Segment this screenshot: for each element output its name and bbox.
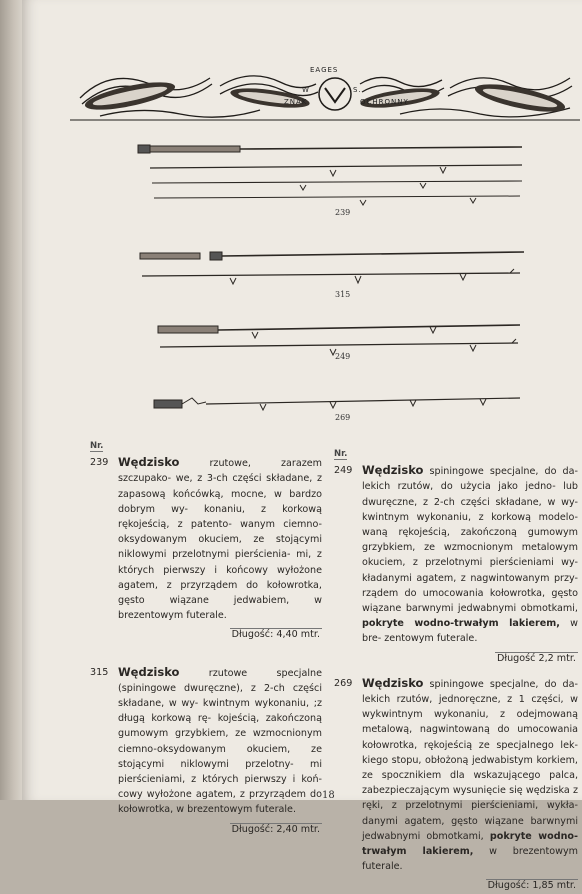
entry-line: w bre-: [362, 618, 578, 645]
entry-line: końcówką, mocne, w bardzo dobrym wy-: [118, 488, 322, 515]
entry-title: Wędzisko: [118, 664, 180, 679]
entry-line: zabezpieczającym wysunięcie się wędziska: [362, 785, 570, 797]
entry-title: Wędzisko: [362, 463, 424, 478]
entry-line: wanym ciemno-oksydowanym okuciem, ze: [118, 519, 322, 546]
entry-line: kwintnym wykonaniu, ;z długą korkową rę-: [118, 698, 322, 725]
entry-line: we, z 3-ch części składane, z zapasową: [118, 473, 322, 500]
rod-illustrations: [0, 0, 582, 440]
entry-line: okuciem, z przelotnymi pierścieniami wy-: [362, 557, 578, 569]
entry-line: zentowym futerale.: [384, 633, 478, 645]
entry-title: Wędzisko: [362, 675, 424, 690]
entry-line: rzutowe, zarazem szczupako-: [118, 458, 322, 485]
rod-label-239: 239: [335, 208, 351, 217]
entry-line: kołowrotka, rękojeścią ze specjalnego lek-: [362, 739, 578, 751]
entry-line: metalową, nagwintowaną do umocowania: [362, 724, 578, 736]
entry-line: danymi agatem, gęsto wiązane barwnymi: [362, 815, 578, 827]
entry-bold-text: pokryte wodno-: [489, 830, 578, 842]
entry-line: w brezentowym futerale.: [362, 846, 578, 873]
entry-line: dwuręczne), z 2-ch części składane, w wy-: [118, 682, 322, 710]
entry-line: ze spocznikiem dla wskazującego palca,: [362, 770, 578, 782]
entry-269: [334, 676, 578, 894]
entry-number: 315: [90, 666, 109, 678]
entry-line: spiningowe specjalne, do da-: [429, 678, 578, 690]
right-column: [334, 446, 578, 894]
emblem-right-letter: S.: [353, 86, 362, 94]
entry-line: rzutowe specjalne (spiningowe: [118, 667, 322, 694]
entry-line: kojeścią, zakończoną gumowym grzybkiem,: [118, 713, 322, 740]
entry-line: rządem do umocowania kołowrotka, gęsto: [362, 587, 578, 599]
entry-line: wiązane jedwabiem, w brezentowym futerale.: [118, 595, 322, 622]
entry-line: jedwabnymi obmotkami,: [362, 830, 484, 842]
entry-length: Długość 2,2 mtr.: [496, 652, 576, 664]
rod-269-illustration: [154, 398, 520, 410]
entry-line: stojącymi niklowymi przelotnymi pierścienia-: [118, 534, 322, 561]
entry-line: w wykwintnym wykonaniu, z odejmowaną: [362, 694, 578, 721]
left-column: [90, 438, 322, 837]
entry-line: kwintnym wykonaniu, z korkową modelo-: [362, 511, 578, 523]
entry-249: [334, 463, 578, 666]
entry-line: konaniu, z korkową rękojeścią, z patento-: [118, 503, 322, 531]
entry-number: 239: [90, 457, 109, 469]
entry-line: lekich rzutów, do użycia jako jedno- lub: [362, 481, 578, 493]
entry-315: [90, 665, 322, 837]
entry-line: kładanymi agatem, z nagwintowanym przy-: [362, 572, 578, 584]
entry-line: waną rękojeścią, zakończoną gumowym: [362, 527, 578, 539]
banner-right-text: OCHRONNY: [360, 98, 409, 106]
entry-line: z ręki, z przelotnymi pierścieniami, wykła-: [362, 785, 578, 812]
entry-line: kiego stopu, obłożoną jedwabistym korkiem,: [362, 754, 578, 766]
nr-label-right: Nr.: [334, 449, 348, 459]
entry-line: kołowrotka, w brezentowym futerale.: [118, 804, 297, 816]
banner-left-text: ZNAK: [284, 98, 308, 106]
page-number: 18: [322, 790, 335, 801]
entry-line: cowy wyłożone agatem, z przyrządem do: [118, 789, 322, 801]
rod-label-315: 315: [335, 290, 351, 299]
entry-length: Długość: 1,85 mtr.: [487, 880, 576, 892]
entry-line: okuciem, ze stojącymi niklowymi przelotny-: [118, 743, 322, 770]
entry-line: mi, z których pierwszy i końcowy wyłożone: [118, 549, 322, 576]
rod-315-illustration: [140, 252, 524, 284]
entry-line: mi pierścieniami, z których pierwszy i koń-: [118, 758, 322, 786]
nr-label-left: Nr.: [90, 441, 104, 451]
entry-line: agatem, z przyrządem do kołowrotka, gęsto: [118, 579, 322, 607]
entry-length: Długość: 4,40 mtr.: [231, 629, 320, 641]
entry-line: lekich rzutów, jednoręczne, z 1 części,: [362, 694, 564, 706]
entry-line: dwuręczne, z 2-ch części składane, w wy-: [362, 496, 578, 508]
entry-title: Wędzisko: [118, 455, 180, 470]
entry-length: Długość: 2,40 mtr.: [231, 823, 320, 835]
entry-line: wiązane barwnymi jedwabnymi obmotkami,: [362, 603, 578, 615]
entry-number: 269: [334, 677, 353, 689]
entry-number: 249: [334, 465, 353, 477]
rod-label-249: 249: [335, 352, 351, 361]
entry-line: spiningowe specjalne, do da-: [429, 466, 578, 478]
entry-line: ze wzmocnionym ciemno-oksydowanym: [118, 728, 322, 755]
emblem-left-letter: W: [302, 86, 310, 94]
entry-bold-text: trwałym lakierem,: [362, 846, 474, 858]
rod-239-illustration: [138, 145, 522, 205]
rod-label-269: 269: [335, 413, 351, 422]
rod-249-illustration: [158, 325, 520, 355]
entry-239: [90, 455, 322, 642]
entry-bold-text: pokryte wodno-trwałym lakierem,: [362, 618, 560, 630]
emblem-top-text: EAGES: [310, 66, 339, 74]
entry-line: grzybkiem, ze wzmocnionym metalowym: [362, 542, 578, 554]
